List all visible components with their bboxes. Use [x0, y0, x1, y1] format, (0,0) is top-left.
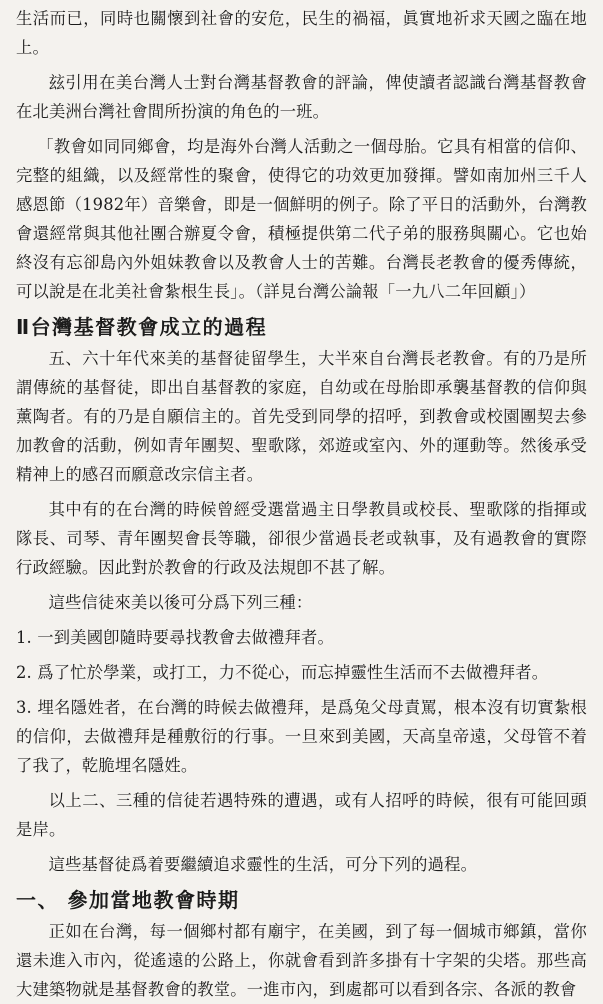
list-item-2: 2. 爲了忙於學業，或打工，力不從心，而忘掉靈性生活而不去做禮拜者。 — [16, 663, 549, 682]
paragraph-experience: 其中有的在台灣的時候曾經受選當過主日學教員或校長、聖歌隊的指揮或隊長、司琴、青年團契會長等職，卻很少當過長老或執事，及有過教會的實際行政經驗。因此對於教會的行政及法規卽不甚了解。 — [16, 500, 587, 577]
paragraph-local-church: 正如在台灣，每一個鄉村都有廟宇，在美國，到了每一個城市鄉鎮，當你還未進入市內，從遙遠的公路上，你就會看到許多掛有十字架的尖塔。那些高大建築物就是基督教會的教堂。一進市內，到處都可以看到各宗、各派的教會 — [16, 922, 587, 999]
section-heading: Ⅱ台灣基督教會成立的過程 — [16, 315, 268, 339]
paragraph-continuation: 生活而已，同時也關懷到社會的安危，民生的禍福，眞實地祈求天國之臨在地上。 — [16, 9, 587, 57]
paragraph-quote-intro: 玆引用在美台灣人士對台灣基督教會的評論，俾使讀者認識台灣基督教會在北美洲台灣社會間所扮演的角色的一班。 — [16, 73, 587, 121]
paragraph-three-types: 這些信徒來美以後可分爲下列三種： — [48, 593, 313, 612]
subsection-heading: 一、 參加當地教會時期 — [16, 888, 240, 912]
list-item-3: 3. 埋名隱姓者，在台灣的時候去做禮拜，是爲兔父母責罵，根本沒有切實紮根的信仰，去做禮拜是種敷衍的行事。一旦來到美國，天高皇帝遠，父母管不着了我了，乾脆埋名隱姓。 — [16, 698, 587, 775]
list-item-1: 1. 一到美國卽隨時要尋找教會去做禮拜者。 — [16, 628, 334, 647]
paragraph-return: 以上二、三種的信徒若遇特殊的遭遇，或有人招呼的時候，很有可能回頭是岸。 — [16, 791, 587, 839]
paragraph-quote: 「教會如同同鄉會，均是海外台灣人活動之一個母胎。它具有相當的信仰、完整的組織，以及經常性的聚會，使得它的功效更加發揮。譬如南加州三千人感恩節（1982年）音樂會，即是一個鮮明的例子。除了平日的活動外，台灣教會還經常與其他社團合辦夏令會，積極提供第二代子弟的服務與關心。它也始終沒有忘卻島內外姐妹教會以及教會人士的苦難。台灣長老教會的優秀傳統，可以說是在北美社會紮根生長」。（詳見台灣公論報「一九八二年回顧」） — [16, 137, 587, 301]
paragraph-process: 這些基督徒爲着要繼續追求靈性的生活，可分下列的過程。 — [48, 855, 478, 874]
paragraph-students: 五、六十年代來美的基督徒留學生，大半來自台灣長老教會。有的乃是所謂傳統的基督徒，即出自基督教的家庭，自幼或在母胎即承襲基督教的信仰與薰陶者。有的乃是自願信主的。首先受到同學的招呼，到教會或校園團契去參加教會的活動，例如青年團契、聖歌隊，郊遊或室內、外的運動等。然後承受精神上的感召而願意改宗信主者。 — [16, 349, 587, 484]
